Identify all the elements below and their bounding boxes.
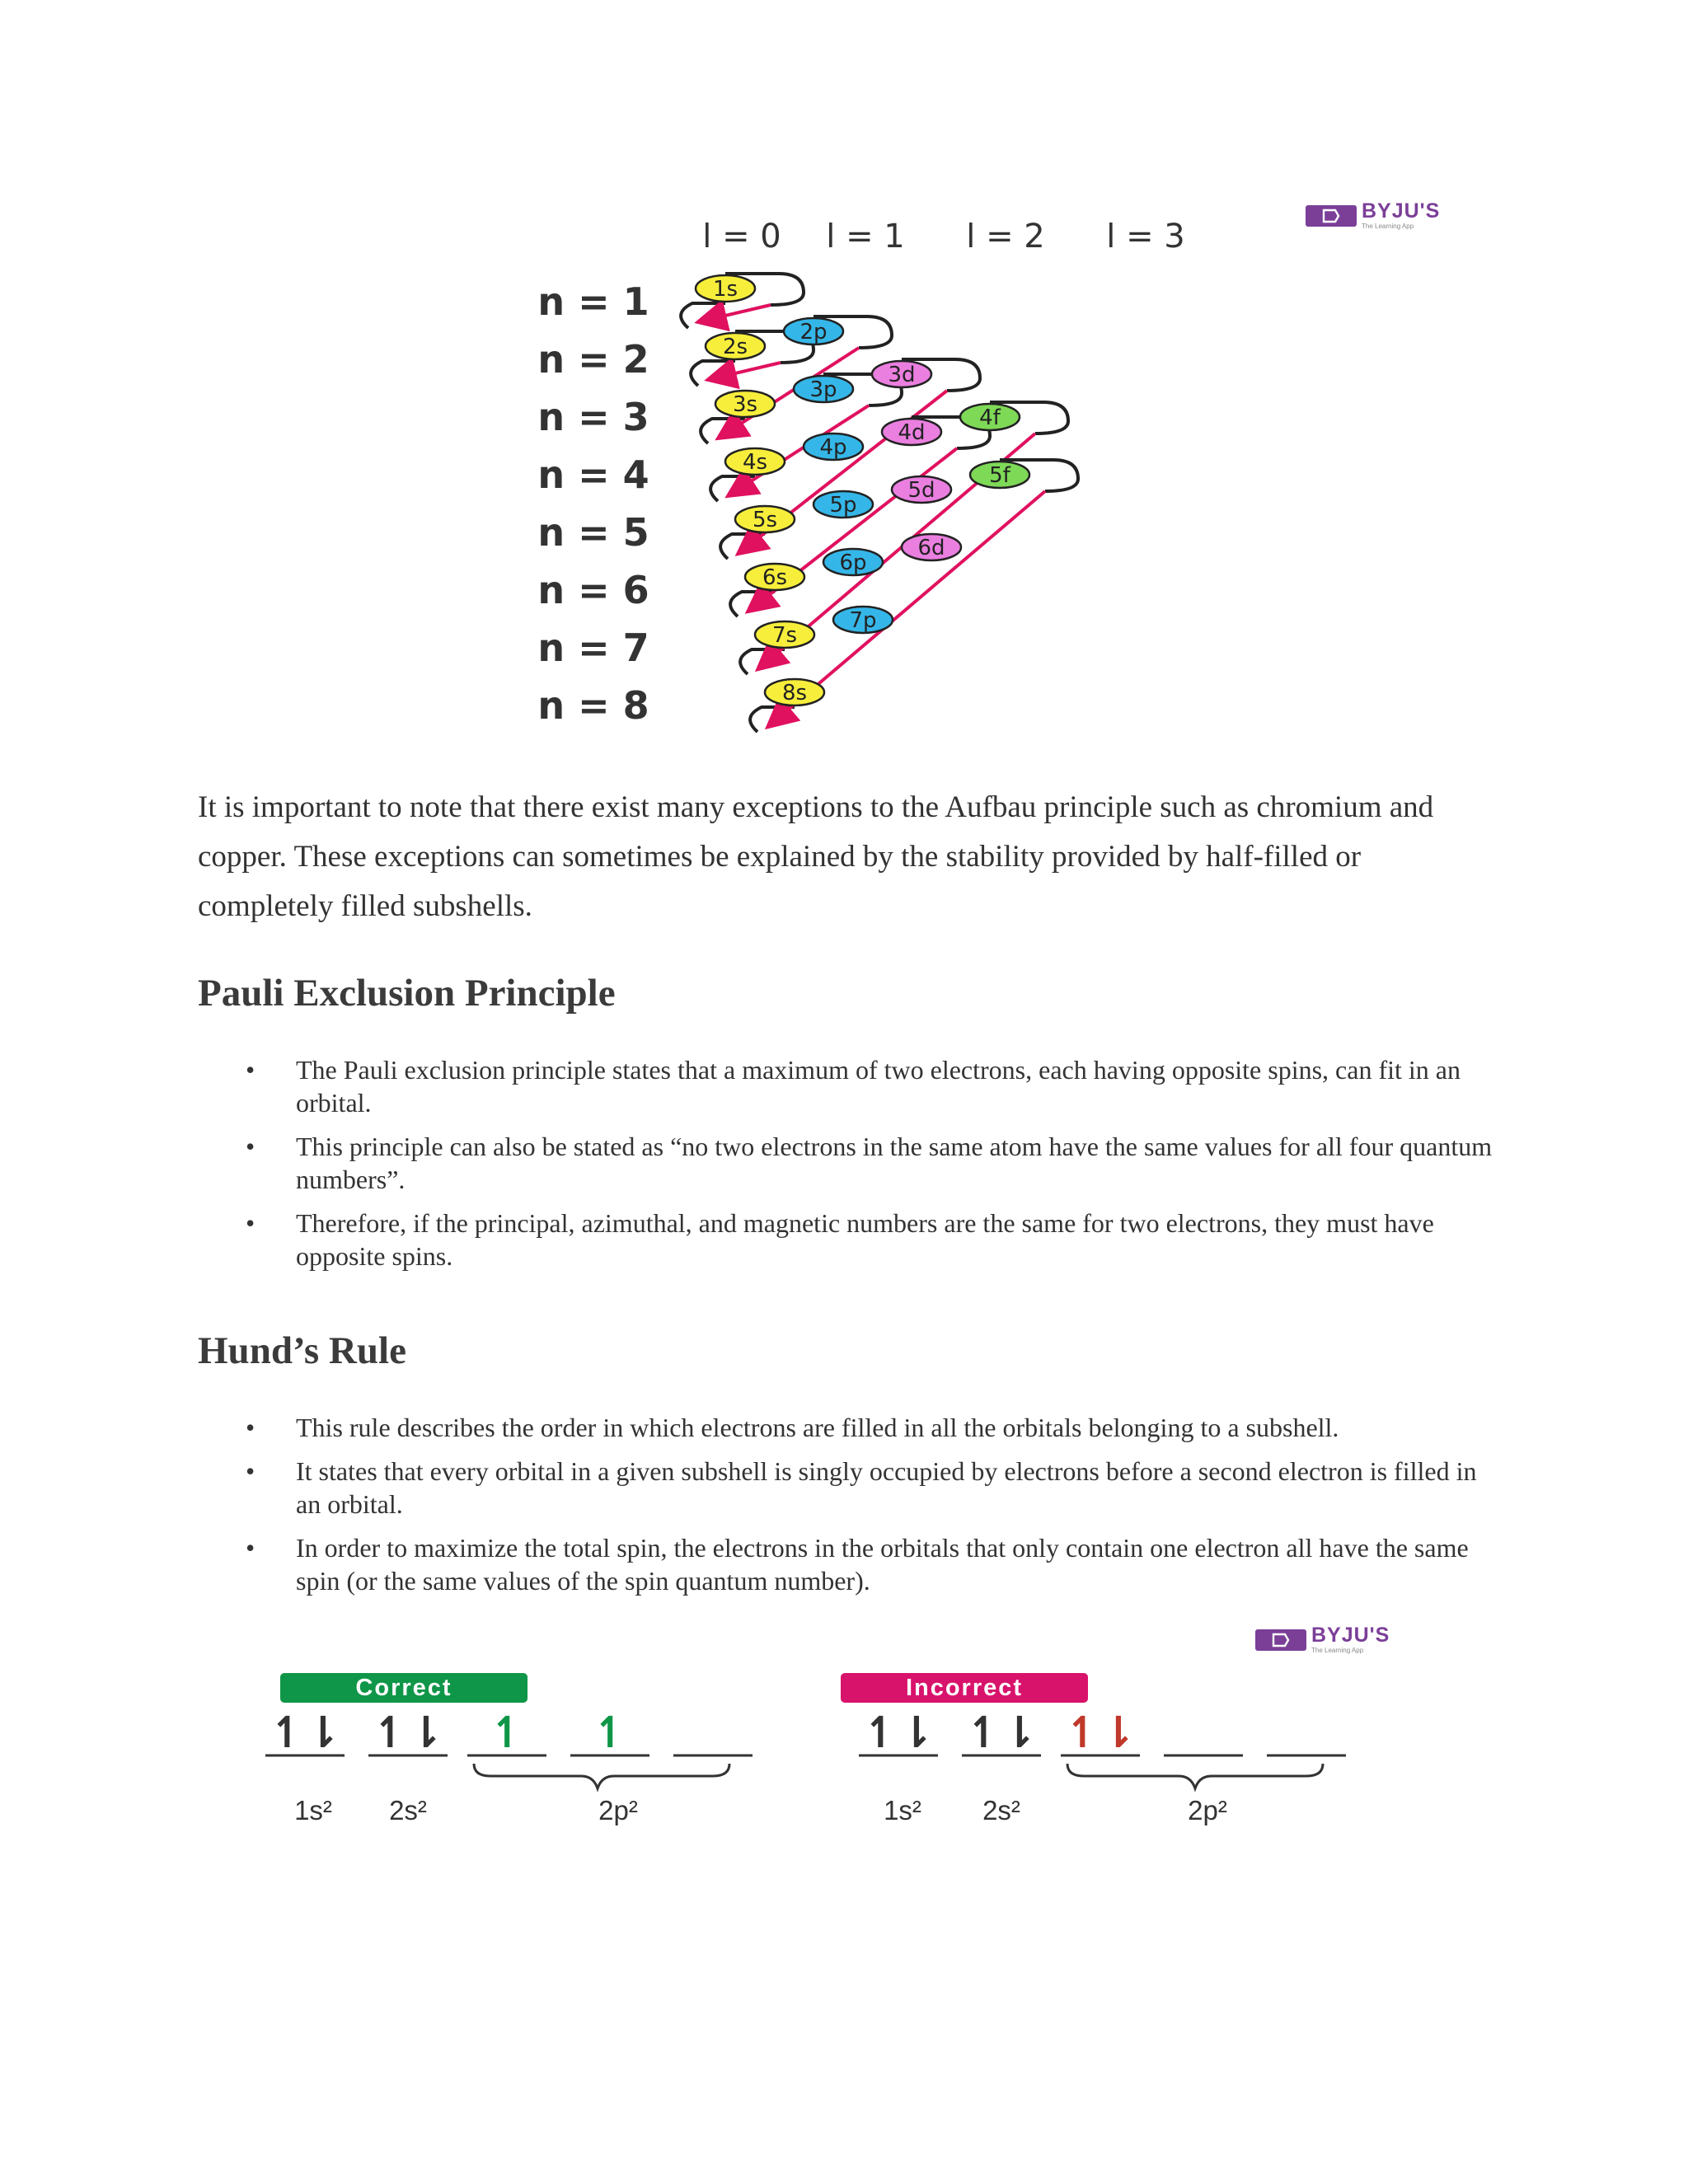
byjus-logo-icon <box>1255 1629 1306 1651</box>
correct-electron-arrows <box>269 1708 627 1758</box>
orbital-label: 3p <box>809 377 837 402</box>
orbital-label: 3d <box>888 363 916 387</box>
list-item: • This principle can also be stated as “no two electrons in the same atom have the same values for all four quantum numbers”. <box>198 1130 1500 1196</box>
orbital-label: 1s <box>712 277 738 302</box>
hund-bullet-list <box>198 1411 1500 1608</box>
orbital-label: 4s <box>742 450 768 475</box>
list-item: • It states that every orbital in a given subshell is singly occupied by electrons before a second electron is filled in an orbital. <box>198 1455 1500 1521</box>
orbital-label: 4d <box>898 420 926 445</box>
byjus-logo-tagline: The Learning App <box>1362 223 1414 230</box>
electron-spin-arrow: ↿ <box>489 1708 525 1758</box>
incorrect-2s-label: 2s² <box>982 1795 1020 1825</box>
aufbau-orbital-bubbles <box>696 275 1029 705</box>
aufbau-diagram <box>429 223 1253 750</box>
aufbau-arrow <box>710 363 781 379</box>
orbital-label: 5d <box>907 478 935 503</box>
correct-2s-label: 2s² <box>389 1795 427 1825</box>
correct-2p-label: 2p² <box>598 1795 638 1825</box>
aufbau-n-label: n = 3 <box>537 395 649 439</box>
orbital-label: 4p <box>819 435 847 460</box>
orbital-label: 7s <box>771 623 798 648</box>
aufbau-n-label: n = 2 <box>537 337 649 382</box>
correct-label: Correct <box>355 1675 452 1701</box>
aufbau-l-label: l = 0 <box>702 223 781 255</box>
exceptions-paragraph: It is important to note that there exist many exceptions to the Aufbau principle such as chromium and copper. These exceptions can sometimes be explained by the stability provided by half-filled or completely filled subshells. <box>198 790 1434 923</box>
byjus-logo <box>1306 201 1440 230</box>
orbital-label: 2s <box>722 335 748 359</box>
correct-1s-label: 1s² <box>294 1795 332 1825</box>
orbital-label: 5s <box>752 508 778 532</box>
pauli-heading: Pauli Exclusion Principle <box>198 972 616 1015</box>
aufbau-n-label: n = 8 <box>537 683 649 728</box>
aufbau-arrow <box>701 305 771 321</box>
byjus-logo-icon <box>1306 205 1357 227</box>
correct-2p-brace <box>474 1764 729 1788</box>
electron-spin-arrow: ↿⇂ <box>269 1708 341 1758</box>
incorrect-1s-label: 1s² <box>884 1795 921 1825</box>
orbital-label: 5p <box>829 493 857 518</box>
hund-heading: Hund’s Rule <box>198 1329 406 1372</box>
hund-rule-diagram <box>264 1673 1385 1838</box>
orbital-label: 3s <box>732 392 758 417</box>
orbital-label: 8s <box>781 681 808 705</box>
electron-spin-arrow: ↿⇂ <box>965 1708 1038 1758</box>
electron-spin-arrow: ↿⇂ <box>862 1708 935 1758</box>
hund-correct-panel <box>265 1673 753 1825</box>
orbital-label: 2p <box>799 320 828 344</box>
orbital-label: 6s <box>762 565 788 590</box>
electron-spin-arrow: ↿⇂ <box>1064 1708 1137 1758</box>
aufbau-loop <box>701 419 745 443</box>
orbital-label: 7p <box>849 608 877 633</box>
aufbau-loop <box>710 476 755 501</box>
orbital-label: 6p <box>839 551 867 575</box>
hund-incorrect-panel <box>841 1673 1346 1825</box>
electron-spin-arrow: ↿⇂ <box>372 1708 444 1758</box>
orbital-label: 6d <box>917 536 945 560</box>
aufbau-l-label: l = 2 <box>966 223 1045 255</box>
orbital-label: 5f <box>989 463 1010 488</box>
incorrect-label: Incorrect <box>905 1675 1024 1701</box>
list-item: • This rule describes the order in which electrons are filled in all the orbitals belonging to a subshell. <box>198 1411 1500 1444</box>
aufbau-n-label: n = 6 <box>537 568 649 612</box>
incorrect-2p-brace <box>1067 1764 1323 1788</box>
byjus-logo-name: BYJU'S <box>1362 199 1441 223</box>
list-item: • In order to maximize the total spin, the electrons in the orbitals that only contain one electron all have the same spin (or the same values of the spin quantum number). <box>198 1531 1500 1597</box>
electron-spin-arrow: ↿ <box>592 1708 628 1758</box>
list-item: • Therefore, if the principal, azimuthal, and magnetic numbers are the same for two electrons, they must have opposite spins. <box>198 1207 1500 1272</box>
byjus-logo-tagline: The Learning App <box>1311 1647 1364 1654</box>
byjus-logo <box>1255 1625 1390 1654</box>
aufbau-n-label: n = 1 <box>537 279 649 324</box>
aufbau-n-label: n = 4 <box>537 452 649 497</box>
aufbau-n-label: n = 7 <box>537 626 649 670</box>
list-item: • The Pauli exclusion principle states that a maximum of two electrons, each having opposite spins, can fit in an orbital. <box>198 1053 1500 1119</box>
aufbau-n-label: n = 5 <box>537 510 649 555</box>
aufbau-l-label: l = 1 <box>826 223 905 255</box>
byjus-logo-name: BYJU'S <box>1311 1624 1390 1647</box>
aufbau-axis-labels <box>537 223 1184 728</box>
incorrect-2p-label: 2p² <box>1188 1795 1227 1825</box>
pauli-bullet-list <box>198 1053 1500 1283</box>
incorrect-electron-arrows <box>862 1708 1136 1758</box>
orbital-label: 4f <box>979 405 1001 430</box>
aufbau-l-label: l = 3 <box>1106 223 1185 255</box>
